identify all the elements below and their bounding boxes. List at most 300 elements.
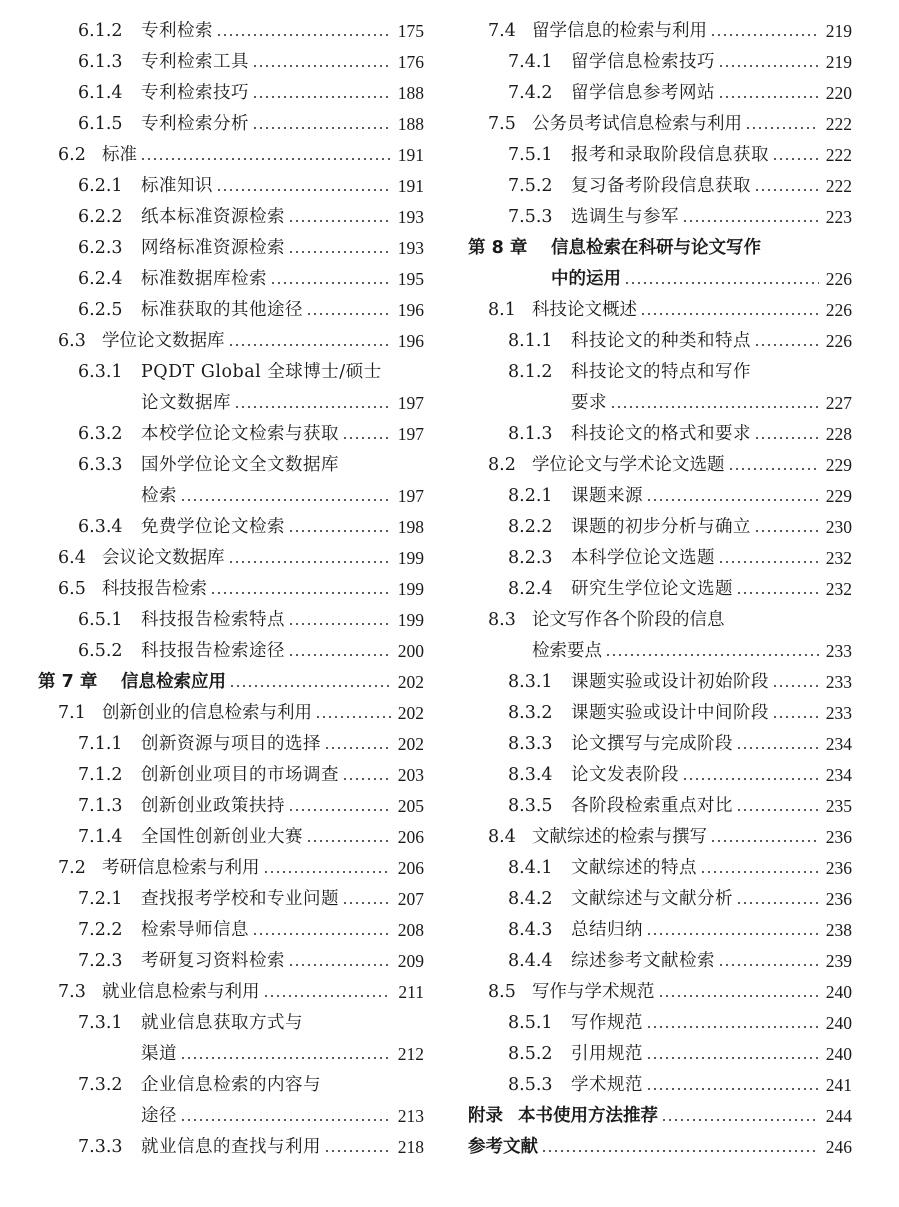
toc-dot-leader xyxy=(342,902,391,904)
toc-entry-number: 8.3 xyxy=(488,610,516,630)
toc-entry-number: 6.2.5 xyxy=(78,300,123,320)
toc-entry-number: 6.3 xyxy=(58,331,86,351)
toc-entry-number: 7.2.3 xyxy=(78,951,123,971)
toc-chapter-entry xyxy=(468,264,852,295)
toc-subsection-entry xyxy=(468,946,852,977)
toc-dot-leader xyxy=(324,747,391,749)
toc-page-number: 236 xyxy=(825,827,852,847)
toc-page-number: 193 xyxy=(397,238,424,258)
toc-page-number: 235 xyxy=(825,796,852,816)
toc-dot-leader xyxy=(772,685,819,687)
toc-entry-title: 各阶段检索重点对比 xyxy=(571,796,733,816)
toc-entry-number: 7.2.1 xyxy=(78,889,123,909)
toc-subsection-entry xyxy=(38,1070,424,1101)
toc-chapter-entry xyxy=(468,233,852,264)
toc-entry-title: 公务员考试信息检索与利用 xyxy=(532,114,742,134)
toc-entry-title: 标准 xyxy=(102,145,137,165)
toc-subsection-entry xyxy=(38,78,424,109)
toc-page-number: 226 xyxy=(825,331,852,351)
toc-subsection-entry xyxy=(468,760,852,791)
toc-entry-number: 7.1.2 xyxy=(78,765,123,785)
toc-subsection-entry xyxy=(468,202,852,233)
toc-entry-number: 8.4.3 xyxy=(508,920,553,940)
toc-page-number: 239 xyxy=(825,951,852,971)
toc-dot-leader xyxy=(646,933,819,935)
toc-entry-number: 8.4.4 xyxy=(508,951,553,971)
toc-page-number: 226 xyxy=(825,269,852,289)
toc-section-entry xyxy=(468,295,852,326)
toc-page-number: 223 xyxy=(825,207,852,227)
toc-entry-number: 8.4.2 xyxy=(508,889,553,909)
toc-dot-leader xyxy=(710,840,819,842)
toc-entry-number: 7.5.1 xyxy=(508,145,553,165)
toc-dot-leader xyxy=(624,282,819,284)
toc-entry-number: 8.3.3 xyxy=(508,734,553,754)
toc-subsection-entry xyxy=(468,667,852,698)
toc-dot-leader xyxy=(754,344,819,346)
toc-entry-title: 要求 xyxy=(571,393,607,413)
toc-page-number: 233 xyxy=(825,641,852,661)
toc-entry-number: 8.5.2 xyxy=(508,1044,553,1064)
toc-page-number: 196 xyxy=(397,331,424,351)
toc-entry-title: 综述参考文献检索 xyxy=(571,951,715,971)
toc-page-number: 240 xyxy=(825,1013,852,1033)
toc-dot-leader xyxy=(736,902,819,904)
toc-page-number: 203 xyxy=(397,765,424,785)
toc-entry-number: 7.2.2 xyxy=(78,920,123,940)
toc-dot-leader xyxy=(288,809,391,811)
toc-dot-leader xyxy=(646,1026,819,1028)
toc-entry-title: 课题的初步分析与确立 xyxy=(571,517,751,537)
toc-subsection-entry xyxy=(468,481,852,512)
toc-dot-leader xyxy=(342,778,391,780)
toc-subsection-entry xyxy=(38,1008,424,1039)
toc-subsection-entry xyxy=(468,357,852,388)
toc-page-number: 188 xyxy=(397,83,424,103)
toc-page-number: 234 xyxy=(825,734,852,754)
toc-dot-leader xyxy=(252,65,391,67)
toc-entry-title: 国外学位论文全文数据库 xyxy=(141,455,339,475)
toc-entry-title: 网络标准资源检索 xyxy=(141,238,285,258)
toc-entry-title: 创新资源与项目的选择 xyxy=(141,734,321,754)
toc-subsection-entry xyxy=(38,16,424,47)
toc-dot-leader xyxy=(180,499,391,501)
toc-entry-title: 引用规范 xyxy=(571,1044,643,1064)
toc-page-number: 233 xyxy=(825,672,852,692)
toc-page-number: 193 xyxy=(397,207,424,227)
toc-dot-leader xyxy=(646,499,819,501)
toc-dot-leader xyxy=(718,561,819,563)
toc-subsection-entry xyxy=(468,419,852,450)
toc-subsection-entry xyxy=(38,481,424,512)
toc-dot-leader xyxy=(646,1088,819,1090)
toc-entry-number: 7.3.1 xyxy=(78,1013,123,1033)
toc-dot-leader xyxy=(288,251,391,253)
toc-dot-leader xyxy=(772,158,819,160)
toc-entry-title: 科技报告检索特点 xyxy=(141,610,285,630)
toc-dot-leader xyxy=(710,34,819,36)
toc-page-number: 219 xyxy=(825,52,852,72)
toc-entry-number: 8.1.2 xyxy=(508,362,553,382)
toc-dot-leader xyxy=(288,530,391,532)
toc-entry-title: 留学信息的检索与利用 xyxy=(532,21,707,41)
toc-chapter-entry xyxy=(468,1101,852,1132)
toc-entry-title: 就业信息检索与利用 xyxy=(102,982,260,1002)
toc-dot-leader xyxy=(728,468,820,470)
toc-entry-number: 7.5 xyxy=(488,114,516,134)
toc-entry-title: 写作规范 xyxy=(571,1013,643,1033)
toc-entry-title: 本科学位论文选题 xyxy=(571,548,715,568)
toc-subsection-entry xyxy=(38,791,424,822)
toc-entry-number: 6.1.4 xyxy=(78,83,123,103)
toc-entry-number: 8.1.3 xyxy=(508,424,553,444)
toc-section-entry xyxy=(38,977,424,1008)
toc-subsection-entry xyxy=(468,1008,852,1039)
toc-dot-leader xyxy=(718,96,819,98)
toc-chapter-entry xyxy=(468,1132,852,1163)
toc-entry-title: 课题实验或设计中间阶段 xyxy=(571,703,769,723)
toc-page-number: 200 xyxy=(397,641,424,661)
toc-entry-number: 8.1.1 xyxy=(508,331,553,351)
toc-entry-number: 6.2.2 xyxy=(78,207,123,227)
toc-page-number: 232 xyxy=(825,548,852,568)
toc-page-number: 244 xyxy=(825,1106,852,1126)
toc-entry-title: 专利检索技巧 xyxy=(141,83,249,103)
toc-dot-leader xyxy=(700,871,819,873)
toc-entry-title: 科技论文的格式和要求 xyxy=(571,424,751,444)
toc-dot-leader xyxy=(180,1057,391,1059)
toc-section-entry xyxy=(38,543,424,574)
toc-subsection-entry xyxy=(38,1101,424,1132)
toc-page-number: 246 xyxy=(825,1137,852,1157)
toc-page-number: 197 xyxy=(397,393,424,413)
toc-page-number: 236 xyxy=(825,858,852,878)
toc-entry-number: 7.3.3 xyxy=(78,1137,123,1157)
toc-subsection-entry xyxy=(468,1070,852,1101)
toc-entry-title: 写作与学术规范 xyxy=(532,982,655,1002)
toc-subsection-entry xyxy=(38,419,424,450)
toc-section-entry xyxy=(38,853,424,884)
toc-page-number: 227 xyxy=(825,393,852,413)
toc-entry-title: 论文撰写与完成阶段 xyxy=(571,734,733,754)
toc-section-entry xyxy=(468,636,852,667)
toc-subsection-entry xyxy=(38,47,424,78)
toc-page-number: 241 xyxy=(825,1075,852,1095)
toc-entry-number: 6.5.1 xyxy=(78,610,123,630)
toc-entry-title: 科技论文概述 xyxy=(532,300,637,320)
toc-entry-title: 检索 xyxy=(141,486,177,506)
toc-entry-number: 8.5.1 xyxy=(508,1013,553,1033)
toc-entry-number: 6.4 xyxy=(58,548,86,568)
toc-dot-leader xyxy=(252,127,391,129)
toc-page-number: 222 xyxy=(825,145,852,165)
toc-entry-number: 6.5 xyxy=(58,579,86,599)
toc-entry-title: 就业信息获取方式与 xyxy=(141,1013,303,1033)
toc-page-number: 195 xyxy=(397,269,424,289)
toc-dot-leader xyxy=(216,34,391,36)
toc-entry-title: 标准数据库检索 xyxy=(141,269,267,289)
toc-subsection-entry xyxy=(468,543,852,574)
toc-entry-number: 6.1.3 xyxy=(78,52,123,72)
toc-entry-number: 7.3.2 xyxy=(78,1075,123,1095)
toc-subsection-entry xyxy=(468,853,852,884)
toc-subsection-entry xyxy=(38,605,424,636)
toc-subsection-entry xyxy=(38,233,424,264)
toc-entry-title: 论文发表阶段 xyxy=(571,765,679,785)
toc-page-number: 205 xyxy=(397,796,424,816)
toc-entry-number: 7.1.1 xyxy=(78,734,123,754)
toc-dot-leader xyxy=(541,1150,819,1152)
toc-dot-leader xyxy=(210,592,391,594)
toc-entry-number: 6.2.4 xyxy=(78,269,123,289)
toc-subsection-entry xyxy=(38,946,424,977)
toc-entry-title: 学术规范 xyxy=(571,1075,643,1095)
toc-dot-leader xyxy=(140,158,391,160)
toc-entry-number: 7.2 xyxy=(58,858,86,878)
toc-subsection-entry xyxy=(38,264,424,295)
toc-dot-leader xyxy=(324,1150,391,1152)
toc-entry-title: 考研复习资料检索 xyxy=(141,951,285,971)
toc-entry-title: 本书使用方法推荐 xyxy=(518,1106,658,1126)
toc-dot-leader xyxy=(754,189,819,191)
toc-page-number: 236 xyxy=(825,889,852,909)
toc-dot-leader xyxy=(263,995,392,997)
toc-subsection-entry xyxy=(38,388,424,419)
toc-section-entry xyxy=(468,822,852,853)
toc-entry-title: 创新创业项目的市场调查 xyxy=(141,765,339,785)
toc-entry-number: 6.2.1 xyxy=(78,176,123,196)
toc-page-number: 220 xyxy=(825,83,852,103)
toc-dot-leader xyxy=(288,654,391,656)
toc-subsection-entry xyxy=(38,822,424,853)
toc-dot-leader xyxy=(736,809,819,811)
toc-page-number: 191 xyxy=(397,176,424,196)
toc-page-number: 230 xyxy=(825,517,852,537)
toc-dot-leader xyxy=(288,964,391,966)
toc-entry-title: 文献综述的特点 xyxy=(571,858,697,878)
toc-subsection-entry xyxy=(38,109,424,140)
toc-entry-title: 文献综述与文献分析 xyxy=(571,889,733,909)
toc-page-number: 228 xyxy=(825,424,852,444)
toc-entry-title: 学位论文与学术论文选题 xyxy=(532,455,725,475)
toc-entry-number: 7.5.2 xyxy=(508,176,553,196)
toc-entry-title: 专利检索 xyxy=(141,21,213,41)
toc-entry-title: 科技报告检索 xyxy=(102,579,207,599)
toc-entry-number: 7.4.2 xyxy=(508,83,553,103)
toc-entry-title: 论文数据库 xyxy=(141,393,231,413)
toc-entry-number: 6.3.1 xyxy=(78,362,123,382)
toc-dot-leader xyxy=(736,747,819,749)
toc-section-entry xyxy=(468,450,852,481)
toc-subsection-entry xyxy=(468,171,852,202)
toc-page-number: 191 xyxy=(397,145,424,165)
toc-page-number: 222 xyxy=(825,114,852,134)
toc-page-number: 233 xyxy=(825,703,852,723)
toc-dot-leader xyxy=(270,282,391,284)
toc-page-number: 176 xyxy=(397,52,424,72)
toc-subsection-entry xyxy=(38,357,424,388)
toc-subsection-entry xyxy=(38,512,424,543)
toc-entry-title: 信息检索应用 xyxy=(121,672,226,692)
toc-entry-title: 专利检索工具 xyxy=(141,52,249,72)
toc-dot-leader xyxy=(315,716,391,718)
toc-entry-title: 途径 xyxy=(141,1106,177,1126)
toc-subsection-entry xyxy=(468,729,852,760)
toc-entry-title: 渠道 xyxy=(141,1044,177,1064)
toc-entry-title: 本校学位论文检索与获取 xyxy=(141,424,339,444)
toc-subsection-entry xyxy=(38,1039,424,1070)
toc-dot-leader xyxy=(682,220,819,222)
toc-column-right xyxy=(468,16,852,1163)
toc-section-entry xyxy=(38,698,424,729)
toc-subsection-entry xyxy=(468,47,852,78)
toc-entry-number: 6.3.4 xyxy=(78,517,123,537)
toc-subsection-entry xyxy=(468,884,852,915)
toc-dot-leader xyxy=(288,220,391,222)
toc-subsection-entry xyxy=(38,729,424,760)
toc-dot-leader xyxy=(718,964,819,966)
toc-column-left xyxy=(38,16,424,1163)
toc-subsection-entry xyxy=(38,171,424,202)
toc-dot-leader xyxy=(228,344,392,346)
toc-entry-title: 总结归纳 xyxy=(571,920,643,940)
toc-section-entry xyxy=(468,16,852,47)
toc-entry-title: 科技报告检索途径 xyxy=(141,641,285,661)
toc-entry-title: 创新创业政策扶持 xyxy=(141,796,285,816)
toc-entry-title: 参考文献 xyxy=(468,1137,538,1157)
toc-page-number: 202 xyxy=(397,734,424,754)
toc-entry-number: 8.2 xyxy=(488,455,516,475)
toc-page-number: 202 xyxy=(397,703,424,723)
toc-entry-title: 纸本标准资源检索 xyxy=(141,207,285,227)
toc-section-entry xyxy=(38,140,424,171)
toc-page-number: 197 xyxy=(397,486,424,506)
toc-dot-leader xyxy=(234,406,391,408)
toc-page-number: 222 xyxy=(825,176,852,196)
toc-page-number: 238 xyxy=(825,920,852,940)
toc-subsection-entry xyxy=(468,574,852,605)
toc-page-number: 232 xyxy=(825,579,852,599)
toc-entry-title: 标准获取的其他途径 xyxy=(141,300,303,320)
toc-dot-leader xyxy=(229,685,391,687)
toc-entry-number: 7.4 xyxy=(488,21,516,41)
toc-page-number: 208 xyxy=(397,920,424,940)
toc-subsection-entry xyxy=(38,760,424,791)
toc-entry-number: 8.1 xyxy=(488,300,516,320)
toc-entry-title: 科技论文的特点和写作 xyxy=(571,362,751,382)
toc-subsection-entry xyxy=(468,698,852,729)
toc-page-number: 206 xyxy=(397,858,424,878)
toc-entry-number: 6.3.3 xyxy=(78,455,123,475)
toc-entry-title: 学位论文数据库 xyxy=(102,331,225,351)
toc-page-number: 206 xyxy=(397,827,424,847)
toc-subsection-entry xyxy=(38,884,424,915)
toc-entry-title: 留学信息检索技巧 xyxy=(571,52,715,72)
toc-section-entry xyxy=(468,109,852,140)
toc-entry-title: 报考和录取阶段信息获取 xyxy=(571,145,769,165)
toc-page-number: 198 xyxy=(397,517,424,537)
toc-entry-number: 7.1 xyxy=(58,703,86,723)
toc-dot-leader xyxy=(306,840,391,842)
toc-page-number: 229 xyxy=(825,455,852,475)
toc-entry-number: 8.5.3 xyxy=(508,1075,553,1095)
toc-dot-leader xyxy=(342,437,391,439)
toc-entry-number: 8.3.1 xyxy=(508,672,553,692)
toc-entry-title: 课题来源 xyxy=(571,486,643,506)
toc-entry-number: 8.2.3 xyxy=(508,548,553,568)
toc-entry-number: 7.4.1 xyxy=(508,52,553,72)
toc-entry-title: 复习备考阶段信息获取 xyxy=(571,176,751,196)
toc-entry-number: 7.1.3 xyxy=(78,796,123,816)
toc-subsection-entry xyxy=(468,140,852,171)
toc-dot-leader xyxy=(754,437,819,439)
toc-dot-leader xyxy=(646,1057,819,1059)
toc-subsection-entry xyxy=(38,1132,424,1163)
toc-subsection-entry xyxy=(38,636,424,667)
toc-entry-title: 全国性创新创业大赛 xyxy=(141,827,303,847)
toc-page-number: 211 xyxy=(398,982,424,1002)
toc-entry-title: 论文写作各个阶段的信息 xyxy=(532,610,725,630)
toc-entry-number: 8.2.2 xyxy=(508,517,553,537)
toc-dot-leader xyxy=(640,313,819,315)
toc-subsection-entry xyxy=(468,1039,852,1070)
toc-dot-leader xyxy=(228,561,392,563)
toc-entry-number: 7.1.4 xyxy=(78,827,123,847)
toc-entry-number: 6.2 xyxy=(58,145,86,165)
toc-entry-number: 6.2.3 xyxy=(78,238,123,258)
toc-page-number: 240 xyxy=(825,982,852,1002)
toc-entry-number: 附录 xyxy=(468,1106,503,1126)
toc-entry-title: PQDT Global 全球博士/硕士 xyxy=(141,362,382,382)
toc-section-entry xyxy=(468,977,852,1008)
toc-dot-leader xyxy=(682,778,819,780)
toc-page-number: 207 xyxy=(397,889,424,909)
toc-subsection-entry xyxy=(38,295,424,326)
toc-entry-title: 检索要点 xyxy=(532,641,602,661)
toc-entry-number: 8.2.4 xyxy=(508,579,553,599)
toc-subsection-entry xyxy=(38,202,424,233)
toc-dot-leader xyxy=(772,716,819,718)
toc-page-number: 219 xyxy=(825,21,852,41)
toc-entry-title: 标准知识 xyxy=(141,176,213,196)
toc-dot-leader xyxy=(754,530,819,532)
toc-entry-number: 第 8 章 xyxy=(468,238,528,258)
toc-entry-title: 留学信息参考网站 xyxy=(571,83,715,103)
toc-dot-leader xyxy=(610,406,819,408)
toc-entry-title: 研究生学位论文选题 xyxy=(571,579,733,599)
toc-dot-leader xyxy=(658,995,820,997)
toc-entry-number: 6.1.5 xyxy=(78,114,123,134)
toc-dot-leader xyxy=(252,933,391,935)
toc-page-number: 199 xyxy=(397,610,424,630)
toc-entry-title: 中的运用 xyxy=(551,269,621,289)
toc-page-number: 226 xyxy=(825,300,852,320)
toc-entry-number: 8.4 xyxy=(488,827,516,847)
toc-page-number: 240 xyxy=(825,1044,852,1064)
toc-entry-number: 8.4.1 xyxy=(508,858,553,878)
toc-page-number: 199 xyxy=(397,579,424,599)
toc-entry-title: 就业信息的查找与利用 xyxy=(141,1137,321,1157)
toc-page-number: 202 xyxy=(397,672,424,692)
toc-entry-title: 创新创业的信息检索与利用 xyxy=(102,703,312,723)
toc-entry-title: 免费学位论文检索 xyxy=(141,517,285,537)
toc-dot-leader xyxy=(745,127,819,129)
toc-entry-number: 8.5 xyxy=(488,982,516,1002)
toc-dot-leader xyxy=(252,96,391,98)
toc-dot-leader xyxy=(180,1119,391,1121)
toc-entry-title: 企业信息检索的内容与 xyxy=(141,1075,321,1095)
toc-entry-title: 选调生与参军 xyxy=(571,207,679,227)
